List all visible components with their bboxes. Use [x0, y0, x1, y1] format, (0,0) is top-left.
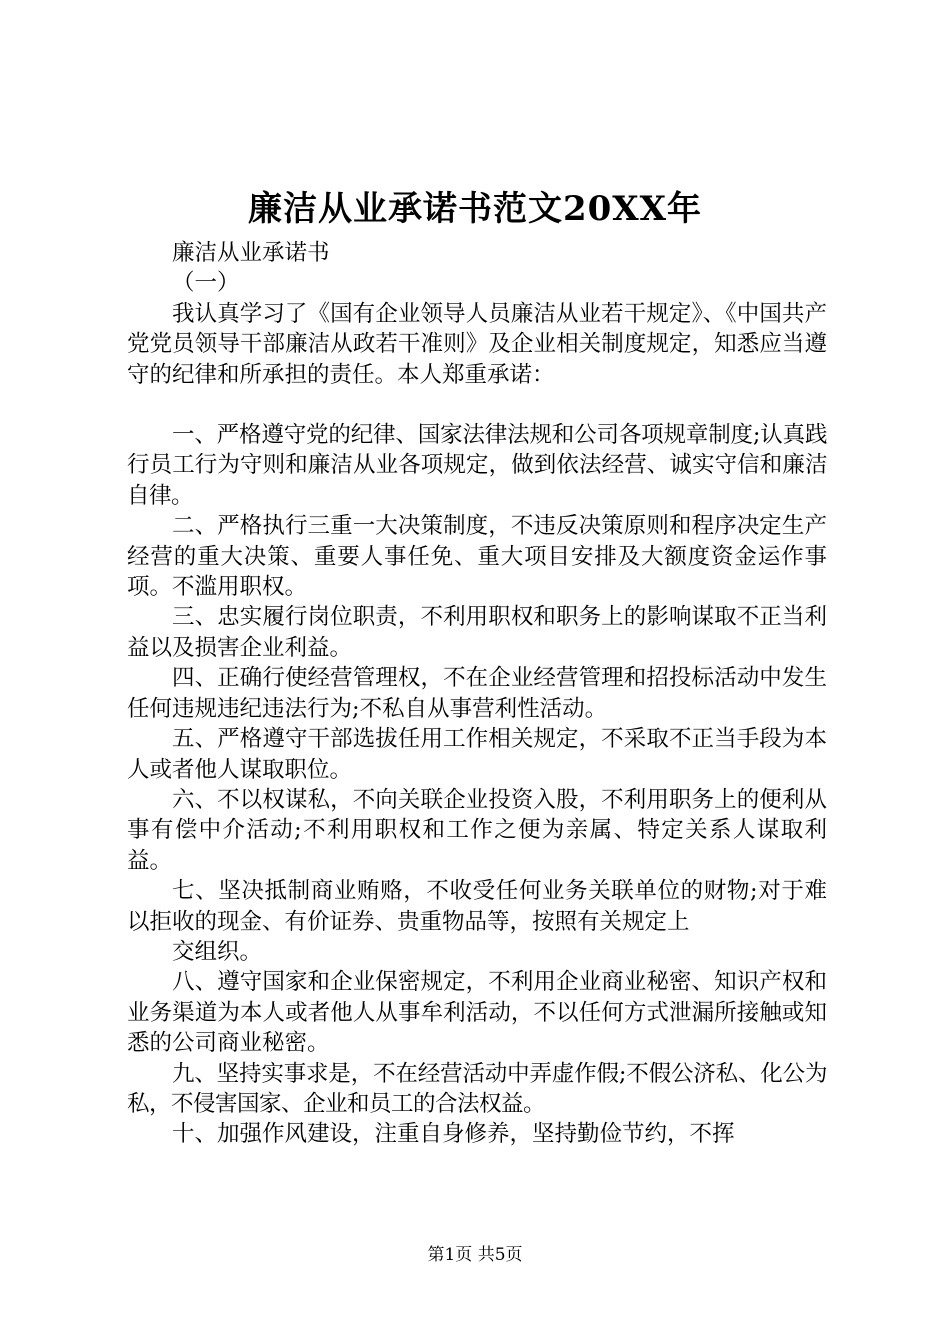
paragraph-subtitle: 廉洁从业承诺书: [172, 240, 330, 266]
paragraph-item-5: 五、严格遵守干部选拔任用工作相关规定，不采取不正当手段为本人或者他人谋取职位。: [127, 726, 827, 783]
paragraph-item-1: 一、严格遵守党的纪律、国家法律法规和公司各项规章制度;认真践行员工行为守则和廉洁从业各项规定，做到依法经营、诚实守信和廉洁自律。: [127, 422, 827, 509]
page-number-footer: 第1页 共5页: [427, 1245, 523, 1265]
paragraph-intro: 我认真学习了《国有企业领导人员廉洁从业若干规定》、《中国共产党党员领导干部廉洁从政若干准则》及企业相关制度规定，知悉应当遵守的纪律和所承担的责任。本人郑重承诺：: [127, 300, 827, 388]
document-body: [127, 238, 827, 1150]
paragraph-item-8: 八、遵守国家和企业保密规定，不利用企业商业秘密、知识产权和业务渠道为本人或者他人从事牟利活动，不以任何方式泄漏所接触或知悉的公司商业秘密。: [127, 969, 827, 1057]
paragraph-item-7-continued: 交组织。: [172, 938, 263, 965]
paragraph-section-number: （一）: [172, 270, 240, 297]
document-title: 廉洁从业承诺书范文20XX年: [247, 189, 703, 229]
paragraph-item-2: 二、严格执行三重一大决策制度，不违反决策原则和程序决定生产经营的重大决策、重要人事任免、重大项目安排及大额度资金运作事项。不滥用职权。: [127, 513, 827, 601]
paragraph-item-4: 四、正确行使经营管理权，不在企业经营管理和招投标活动中发生任何违规违纪违法行为;不私自从事营利性活动。: [127, 665, 827, 722]
paragraph-item-6: 六、不以权谋私，不向关联企业投资入股，不利用职务上的便利从事有偿中介活动;不利用职权和工作之便为亲属、特定关系人谋取利益。: [127, 786, 827, 874]
paragraph-item-10: 十、加强作风建设，注重自身修养，坚持勤俭节约，不挥: [172, 1121, 735, 1148]
paragraph-item-9: 九、坚持实事求是，不在经营活动中弄虚作假;不假公济私、化公为私，不侵害国家、企业和员工的合法权益。: [127, 1060, 827, 1117]
paragraph-item-3: 三、忠实履行岗位职责，不利用职权和职务上的影响谋取不正当利益以及损害企业利益。: [127, 604, 827, 661]
paragraph-item-7: 七、坚决抵制商业贿赂，不收受任何业务关联单位的财物;对于难以拒收的现金、有价证券、贵重物品等，按照有关规定上: [127, 878, 827, 935]
